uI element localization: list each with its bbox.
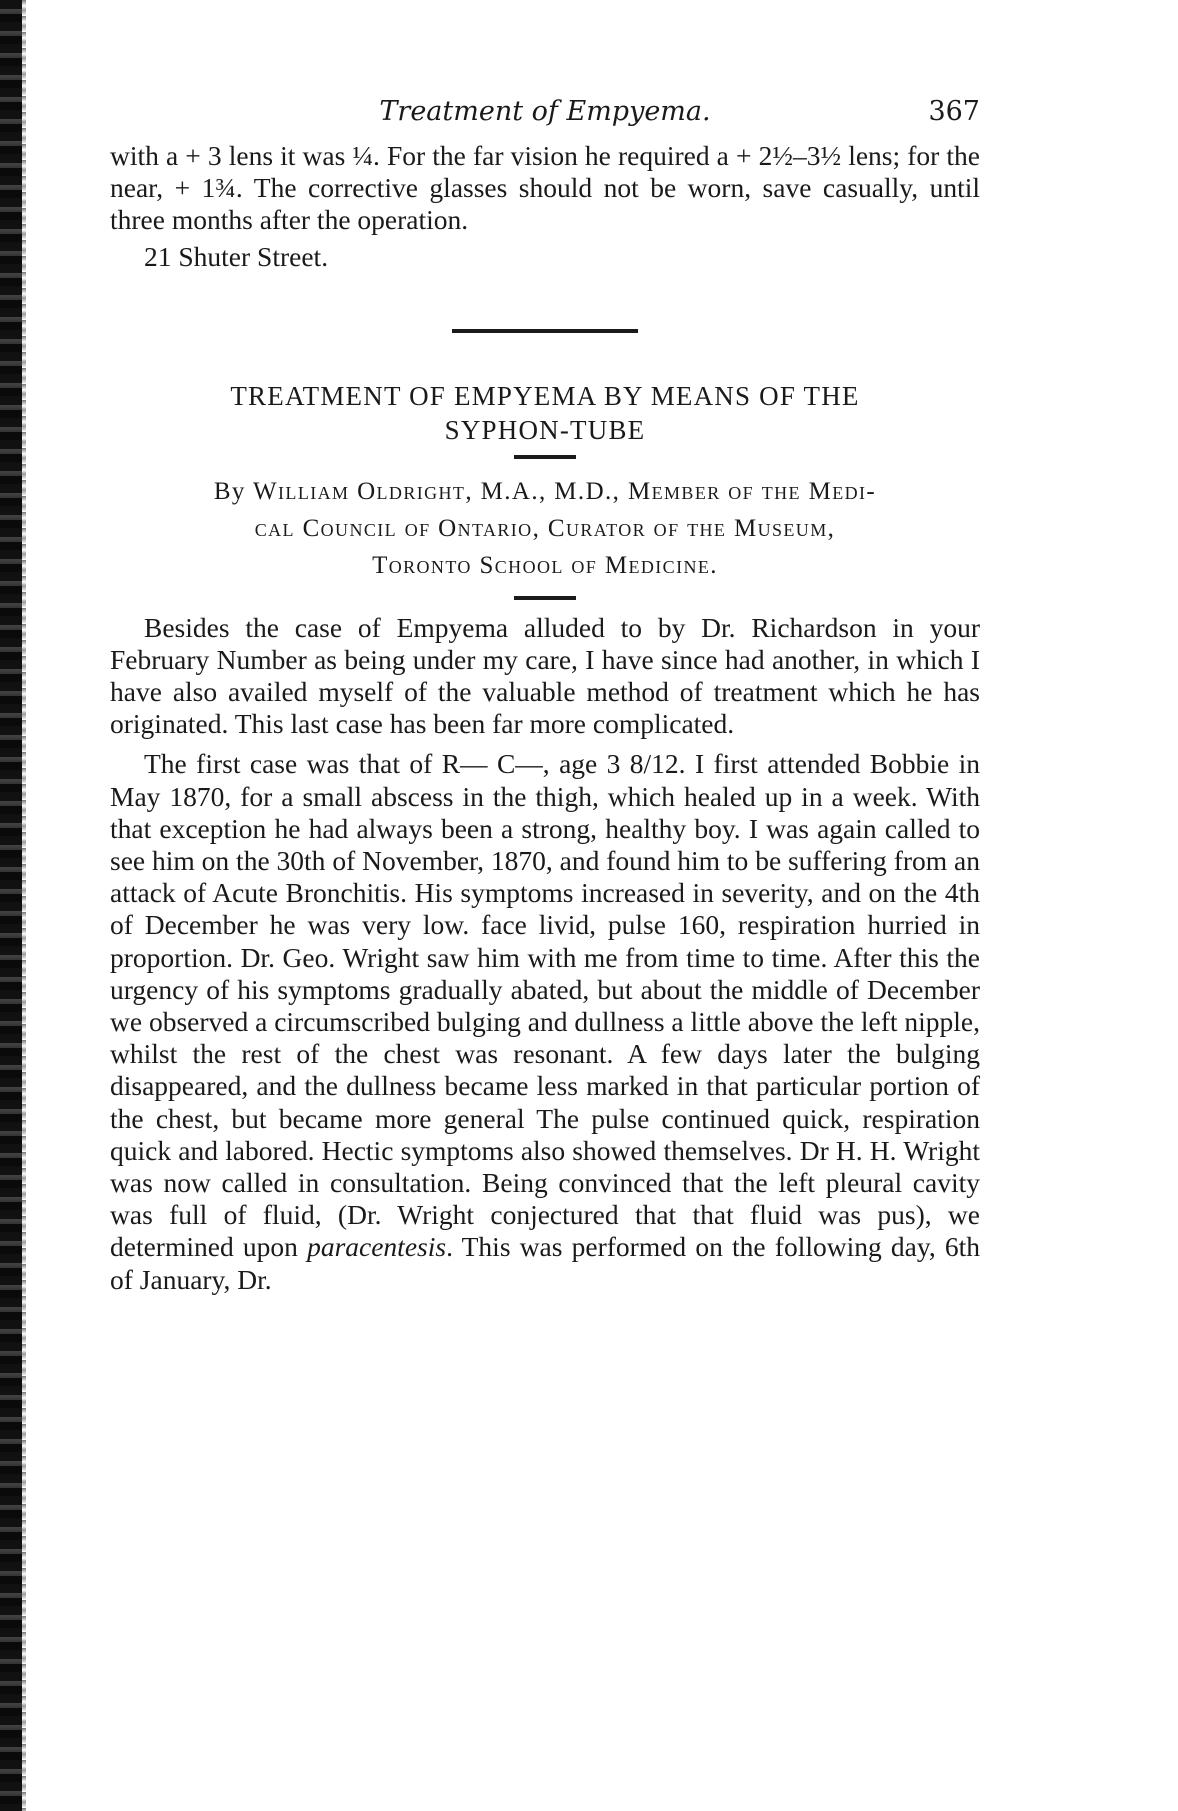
paragraph-gap — [110, 740, 980, 748]
running-head — [110, 96, 980, 140]
byline-line-3: Toronto School of Medicine. — [372, 551, 718, 579]
byline-line-1: William Oldright, M.A., M.D., Member of the Medi- — [253, 477, 877, 505]
article-paragraph-2 — [110, 748, 980, 1295]
title-rule — [514, 455, 576, 459]
page — [110, 96, 980, 1296]
paragraph-2-tail: . This was performed on the following day, 6th of January, Dr. — [110, 1231, 981, 1295]
article-title-line-1: TREATMENT OF EMPYEMA BY MEANS OF THE — [230, 380, 860, 411]
section-divider — [452, 329, 638, 333]
byline-line-2: cal Council of Ontario, Curator of the Museum, — [254, 514, 836, 542]
article-title — [110, 379, 980, 447]
byline-by: By — [213, 477, 246, 505]
binding-edge — [0, 0, 22, 1811]
article-body — [110, 612, 980, 1296]
article-title-line-2: SYPHON-TUBE — [444, 414, 646, 445]
running-title: Treatment of Empyema. — [379, 96, 711, 127]
paragraph-2-text: The first case was that of R— C—, age 3 8/12. I first attended Bobbie in May 1870, for a small abscess in the thigh, which healed up in a week. With that exception he had always been a strong, healthy boy. I was again called to see him on the 30th of November, 1870, and found him to be suffering from an attack of Acute Bronchitis. His symptoms increased in severity, and on the 4th of December he was very low. face livid, pulse 160, respiration hurried in proportion. Dr. Geo. Wright saw him with me from time to time. After this the urgency of his symptoms gradually abated, but about the middle of December we observed a circumscribed bulging and dullness a little above the left nipple, whilst the rest of the chest was resonant. A few days later the bulging disappeared, and the dullness became less marked in that particular portion of the chest, but became more general The pulse continued quick, respiration quick and labored. Hectic symptoms also showed themselves. Dr H. H. Wright was now called in consultation. Being convinced that the left pleural cavity was full of fluid, (Dr. Wright conjectured that that fluid was pus), we determined upon — [110, 748, 980, 1263]
byline — [110, 473, 980, 584]
previous-article-paragraph: with a + 3 lens it was ¼. For the far vision he required a + 2½–3½ lens; for the near, + 1¾. The corrective glasses should not be worn, save casually, until three months after the operation. — [110, 140, 980, 236]
previous-article — [110, 140, 980, 237]
paragraph-2-term: paracentesis — [307, 1231, 447, 1263]
article-paragraph-1: Besides the case of Empyema alluded to by Dr. Richardson in your February Number as being under my care, I have since had another, in which I have also availed myself of the valuable method of treatment which he has originated. This last case has been far more complicated. — [110, 611, 980, 740]
byline-rule — [514, 596, 576, 600]
page-number: 367 — [928, 96, 980, 127]
author-address: 21 Shuter Street. — [144, 240, 329, 272]
